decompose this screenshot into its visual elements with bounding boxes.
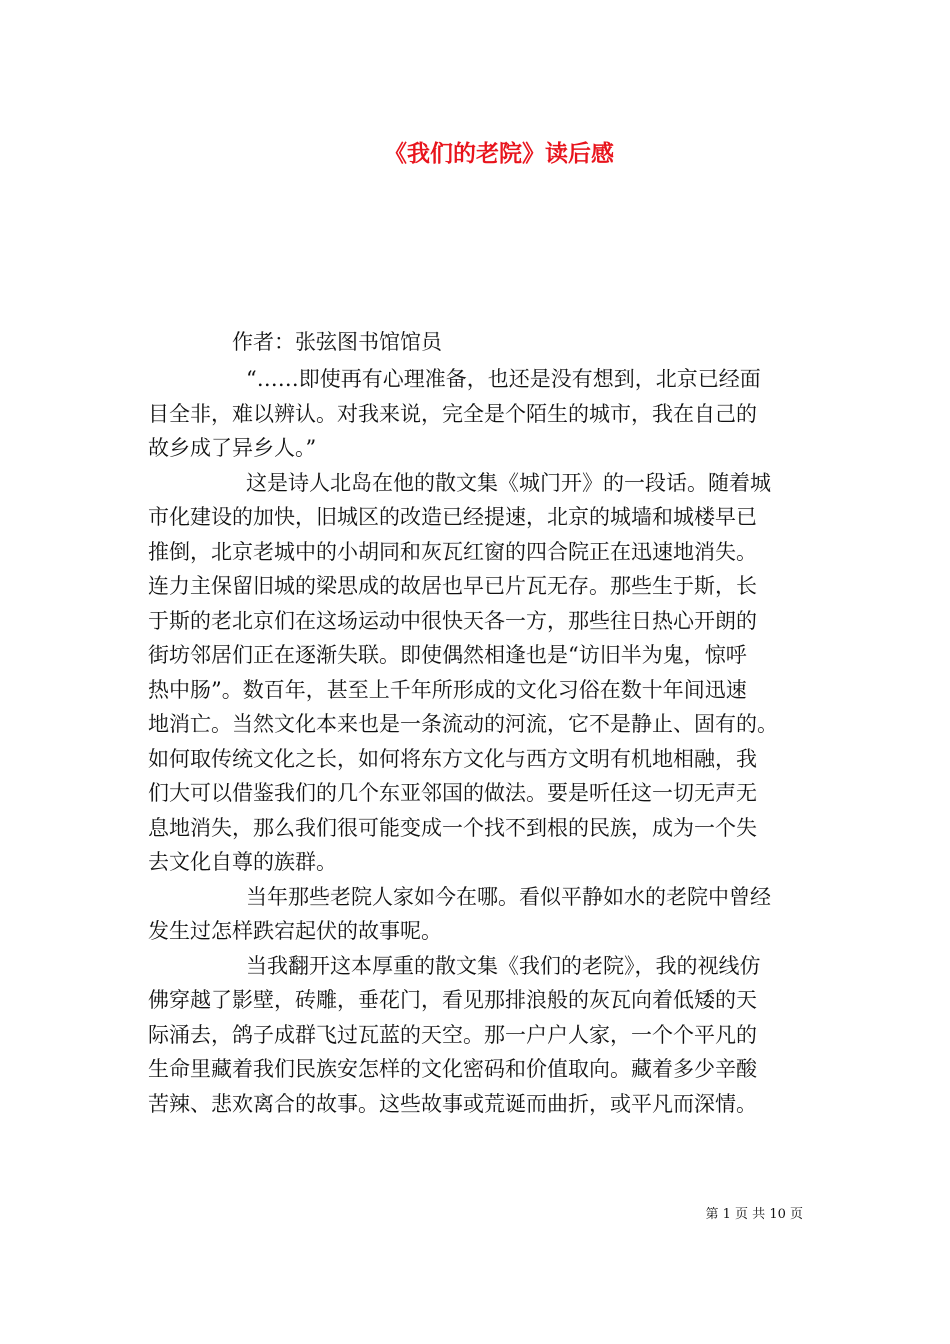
text-line: 故乡成了异乡人。”	[148, 436, 317, 460]
paragraph-quote	[148, 362, 816, 466]
text-line: 连力主保留旧城的梁思成的故居也早已片瓦无存。那些生于斯，长	[148, 574, 757, 598]
text-line: 息地消失，那么我们很可能变成一个找不到根的民族，成为一个失	[148, 815, 757, 840]
text-line: 如何取传统文化之长，如何将东方文化与西方文明有机地相融，我	[148, 746, 757, 771]
text-line: 于斯的老北京们在这场运动中很快天各一方，那些往日热心开朗的	[148, 608, 757, 633]
text-line: 发生过怎样跌宕起伏的故事呢。	[148, 919, 442, 943]
text-line: 热中肠”。数百年，甚至上千年所形成的文化习俗在数十年间迅速	[148, 677, 747, 702]
paragraph-reading	[148, 949, 816, 1122]
text-line: 们大可以借鉴我们的几个东亚邻国的做法。要是听任这一切无声无	[148, 781, 757, 805]
paragraph-context	[148, 466, 816, 880]
text-line: 当我翻开这本厚重的散文集《我们的老院》，我的视线仿	[246, 953, 761, 978]
author-line: 作者：张弦图书馆馆员	[232, 330, 442, 354]
text-line: 生命里藏着我们民族安怎样的文化密码和价值取向。藏着多少辛酸	[148, 1057, 757, 1081]
text-line: 街坊邻居们正在逐渐失联。即使偶然相逢也是“访旧半为鬼，惊呼	[148, 643, 747, 667]
text-line: 市化建设的加快，旧城区的改造已经提速，北京的城墙和城楼早已	[148, 505, 757, 529]
page-number: 第 1 页 共 10 页	[705, 1207, 803, 1222]
text-line: 目全非，难以辨认。对我来说，完全是个陌生的城市，我在自己的	[148, 401, 757, 426]
text-line: 佛穿越了影壁，砖雕，垂花门，看见那排浪般的灰瓦向着低矮的天	[148, 988, 757, 1012]
document-title: 《我们的老院》读后感	[384, 140, 614, 167]
text-line: 这是诗人北岛在他的散文集《城门开》的一段话。随着城	[246, 470, 771, 495]
text-line: 地消亡。当然文化本来也是一条流动的河流，它不是静止、固有的。	[148, 712, 778, 736]
text-line: 当年那些老院人家如今在哪。看似平静如水的老院中曾经	[246, 884, 771, 909]
text-line: 际涌去，鸽子成群飞过瓦蓝的天空。那一户户人家，一个个平凡的	[148, 1022, 757, 1047]
text-line: “……即使再有心理准备，也还是没有想到，北京已经面	[246, 367, 761, 391]
document-body	[148, 362, 816, 1121]
text-line: 去文化自尊的族群。	[148, 850, 337, 874]
text-line: 苦辣、悲欢离合的故事。这些故事或荒诞而曲折，或平凡而深情。	[148, 1091, 757, 1116]
paragraph-question	[148, 880, 816, 949]
text-line: 推倒，北京老城中的小胡同和灰瓦红窗的四合院正在迅速地消失。	[148, 539, 757, 564]
